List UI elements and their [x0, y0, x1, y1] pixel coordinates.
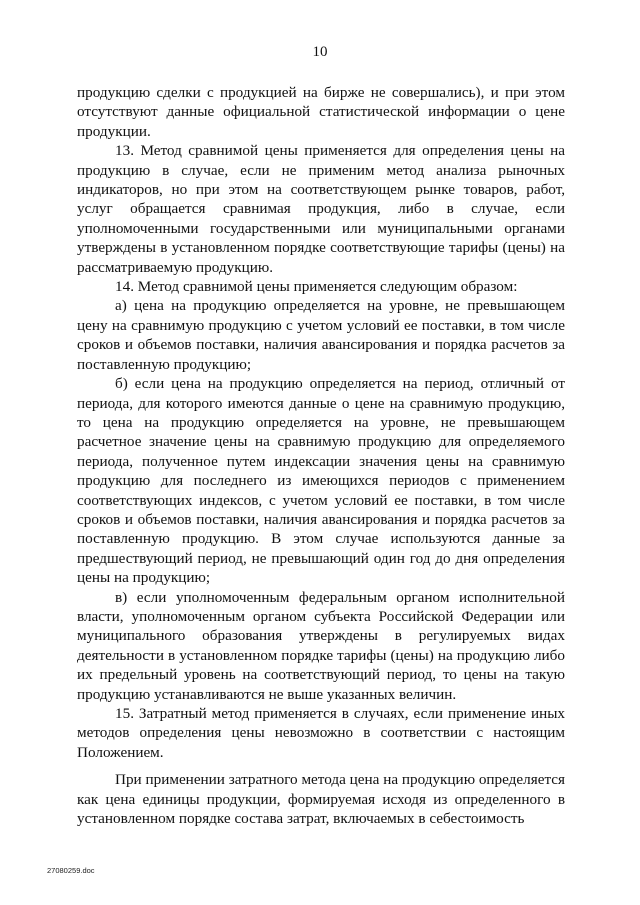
paragraph-15: 15. Затратный метод применяется в случаях, если применение иных методов определения цены невозможно в соответствии с настоящим Положением.: [77, 705, 565, 761]
footer-document-code: 27080259.doc: [47, 866, 95, 875]
paragraph-14v: в) если уполномоченным федеральным органом исполнительной власти, уполномоченным органом субъекта Российской Федерации или муниципального образования утверждены в регулируемых видах деятельности в установленном порядке тарифы (цены) на продукцию либо их предельный уровень на соответствующий период, то цены на такую продукцию устанавливаются не выше указанных величин.: [77, 588, 565, 703]
paragraph-14b: б) если цена на продукцию определяется на период, отличный от периода, для которого имеются данные о цене на сравнимую продукцию, то цена на продукцию определяется на уровне, не превышающем расчетное значение цены на сравнимую продукцию для определяемого периода, полученное путем индексации значения цены на сравнимую продукцию для последнего из имеющихся периодов с применением соответствующих индексов, с учетом условий ее поставки, в том числе сроков и объемов поставки, наличия авансирования и порядка расчетов за поставленную продукцию. В этом случае используются данные за предшествующий период, не превышающий один год до дня определения цены на продукцию;: [77, 375, 565, 587]
paragraph-cost-method: При применении затратного метода цена на продукцию определяется как цена единицы продукции, формируемая исходя из определенного в установленном порядке состава затрат, включаемых в себестоимость: [77, 771, 566, 828]
page-number: 10: [312, 44, 328, 60]
paragraph-14a: а) цена на продукцию определяется на уровне, не превышающем цену на сравнимую продукцию с учетом условий ее поставки, в том числе сроков и объемов поставки, наличия авансирования и порядка расчетов за поставленную продукцию;: [77, 297, 565, 373]
paragraph-continuation: продукцию сделки с продукцией на бирже не совершались), и при этом отсутствуют данные официальной статистической информации о цене продукции.: [77, 84, 565, 140]
paragraph-14: 14. Метод сравнимой цены применяется следующим образом:: [115, 278, 518, 296]
paragraph-13: 13. Метод сравнимой цены применяется для определения цены на продукцию в случае, если не применим метод анализа рыночных индикаторов, но при этом на соответствующем рынке товаров, работ, услуг обращается сравнимая продукция, либо в случае, если уполномоченными государственными или муниципальными органами утверждены в установленном порядке соответствующие тарифы (цены) на рассматриваемую продукцию.: [77, 142, 565, 276]
document-body: [77, 83, 565, 828]
